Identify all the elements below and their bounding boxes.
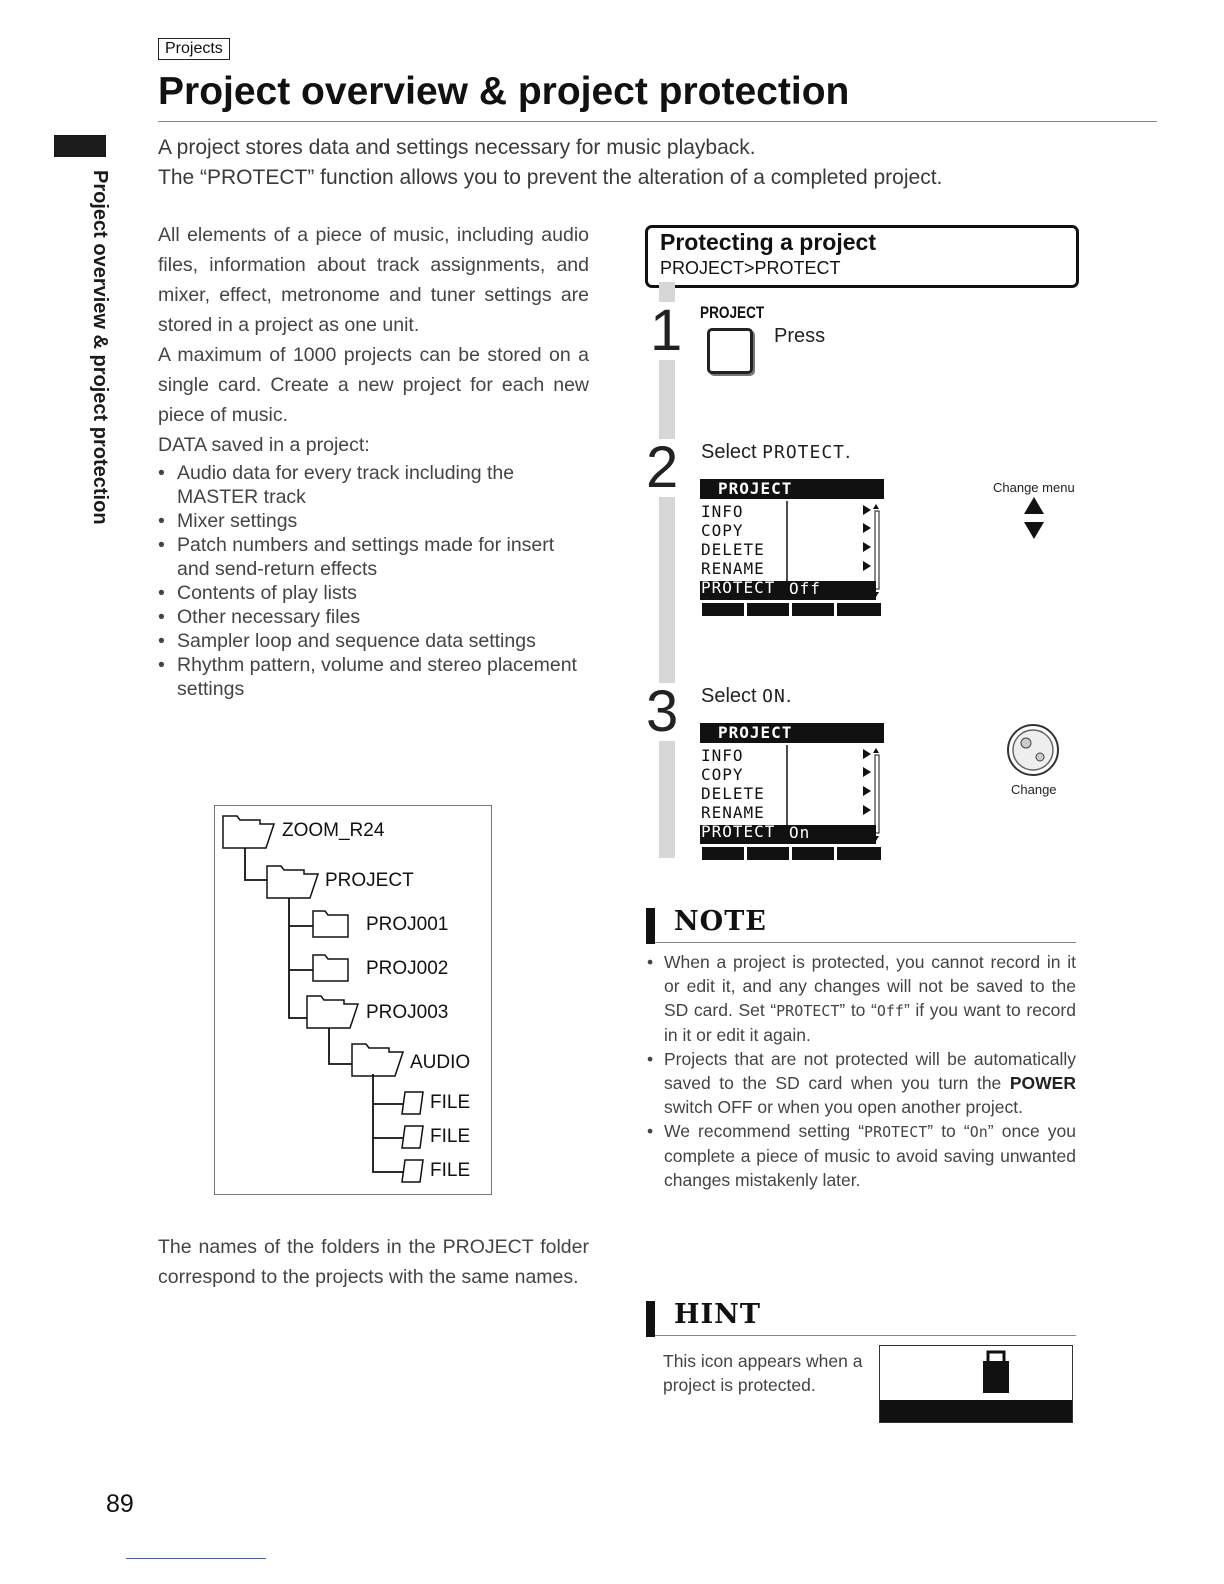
lcd-item-delete: DELETE <box>701 540 765 559</box>
file-icon <box>402 1126 423 1148</box>
note-mono: PROTECT <box>864 1123 928 1141</box>
note-mono: PROTECT <box>776 1002 840 1020</box>
hint-divider <box>655 1335 1076 1336</box>
lcd-item-rename: RENAME <box>701 559 765 578</box>
step-3-suffix: . <box>785 685 792 707</box>
body-paragraph-2: A maximum of 1000 projects can be stored on a single card. Create a new project for each new piece of music. <box>158 344 589 426</box>
intro-text <box>158 133 942 193</box>
page-title: Project overview & project protection <box>158 70 850 113</box>
note-text: Projects that are not protected will be automatically saved to the SD card when you turn the <box>664 1049 1076 1093</box>
note-heading: NOTE <box>674 906 767 937</box>
body-paragraph-3: DATA saved in a project: <box>158 434 370 456</box>
lcd-header: PROJECT <box>718 723 793 742</box>
lock-icon <box>880 1346 1072 1422</box>
file-icon <box>402 1160 423 1182</box>
project-key-icon <box>707 328 753 374</box>
file-label: FILE <box>430 1160 471 1181</box>
lcd-protect-value: Off <box>789 579 821 598</box>
lcd-item-delete: DELETE <box>701 784 765 803</box>
lcd-item-info: INFO <box>701 502 744 521</box>
up-down-arrows-icon <box>1023 497 1045 541</box>
file-label: FILE <box>430 1126 471 1147</box>
lcd-menu-list <box>701 502 775 597</box>
note-mono: Off <box>876 1002 904 1020</box>
open-folder-icon <box>267 866 318 898</box>
open-folder-icon <box>223 816 274 848</box>
note-mono: On <box>969 1123 988 1141</box>
open-folder-icon <box>307 996 358 1028</box>
folder-tree-diagram <box>214 805 492 1195</box>
note-item <box>645 950 1076 1047</box>
note-item <box>645 1119 1076 1192</box>
dial-icon <box>1006 723 1060 777</box>
lcd-item-copy: COPY <box>701 521 744 540</box>
lcd-menu-list <box>701 746 775 841</box>
body-paragraph-1: All elements of a piece of music, including audio files, information about track assignments, and mixer, effect, metronome and tuner settings are stored in a project as one unit. <box>158 224 589 336</box>
hint-marker <box>646 1301 655 1337</box>
step-3-prefix: Select <box>701 685 763 707</box>
folder-label-proj003: PROJ003 <box>366 1002 449 1023</box>
step-2-instruction <box>701 441 851 464</box>
note-text: ” to “ <box>839 1000 877 1020</box>
list-item: • Other necessary files <box>158 605 589 629</box>
note-marker <box>646 908 655 944</box>
note-text: switch OFF or when you open another project. <box>664 1097 1023 1117</box>
step-2-suffix: . <box>845 441 851 463</box>
procedure-title: Protecting a project <box>660 229 876 255</box>
note-list <box>645 950 1076 1192</box>
note-item <box>645 1047 1076 1119</box>
page-number: 89 <box>106 1490 134 1518</box>
lcd-item-info: INFO <box>701 746 744 765</box>
folder-label-audio: AUDIO <box>410 1052 471 1073</box>
lcd-screen-step-2 <box>700 479 884 617</box>
open-folder-icon <box>352 1044 403 1076</box>
footer-line <box>126 1558 266 1559</box>
step-3-instruction <box>701 685 791 708</box>
list-item: • Contents of play lists <box>158 581 589 605</box>
side-tab-label: Project overview & project protection <box>89 170 111 525</box>
tree-caption: The names of the folders in the PROJECT folder correspond to the projects with the same names. <box>158 1236 589 1288</box>
folder-label-proj001: PROJ001 <box>366 914 449 935</box>
note-text: ” once you complete a piece of music to avoid saving unwanted changes mistakenly later. <box>664 1121 1076 1190</box>
intro-line-2: The “PROTECT” function allows you to prevent the alteration of a completed project. <box>158 166 943 189</box>
hint-text: This icon appears when a project is protected. <box>663 1351 863 1395</box>
side-tab-marker <box>54 135 106 157</box>
lcd-screen-step-3 <box>700 723 884 861</box>
lcd-item-copy: COPY <box>701 765 744 784</box>
note-bold: POWER <box>1009 1073 1076 1093</box>
note-divider <box>655 942 1076 943</box>
lcd-item-protect: PROTECT <box>701 578 776 597</box>
note-text: When a project is protected, you cannot record in it or edit it, and any changes will not be saved to the SD card. Set “ <box>664 952 1076 1020</box>
lcd-header: PROJECT <box>718 479 793 498</box>
steps-side-bar <box>659 282 675 858</box>
intro-line-1: A project stores data and settings necessary for music playback. <box>158 136 756 159</box>
hint-screen-image <box>879 1345 1073 1423</box>
list-item: • Audio data for every track including the MASTER track <box>158 461 589 509</box>
step-2-target: PROTECT <box>762 442 846 463</box>
title-divider <box>158 121 1157 122</box>
list-item: • Patch numbers and settings made for insert and send-return effects <box>158 533 589 581</box>
file-icon <box>402 1092 423 1114</box>
note-text: We recommend setting “ <box>664 1121 865 1141</box>
lcd-item-protect: PROTECT <box>701 822 776 841</box>
step-1-number: 1 <box>650 298 683 363</box>
folder-label-project: PROJECT <box>325 870 414 891</box>
step-3-number: 3 <box>646 679 679 744</box>
section-tag: Projects <box>158 38 230 60</box>
step-1-action: Press <box>774 325 826 347</box>
note-text: ” if you want to record in it or edit it again. <box>664 1000 1076 1045</box>
file-label: FILE <box>430 1092 471 1113</box>
step-2-prefix: Select <box>701 441 763 463</box>
hint-heading: HINT <box>674 1299 761 1330</box>
change-menu-label: Change menu <box>993 480 1075 495</box>
data-list <box>158 461 589 701</box>
procedure-path: PROJECT>PROTECT <box>660 258 841 278</box>
list-item: • Mixer settings <box>158 509 589 533</box>
folder-label-proj002: PROJ002 <box>366 958 449 979</box>
folder-icon <box>313 911 348 937</box>
body-text <box>158 220 589 460</box>
list-item: • Sampler loop and sequence data settings <box>158 629 589 653</box>
project-key-label: PROJECT <box>700 303 765 322</box>
lcd-item-rename: RENAME <box>701 803 765 822</box>
list-item: • Rhythm pattern, volume and stereo placement settings <box>158 653 589 701</box>
folder-label-root: ZOOM_R24 <box>282 820 385 841</box>
lcd-protect-value: On <box>789 823 811 842</box>
step-3-target: ON <box>762 686 786 707</box>
change-label: Change <box>1011 782 1057 797</box>
note-text: ” to “ <box>927 1121 970 1141</box>
folder-icon <box>313 955 348 981</box>
step-2-number: 2 <box>646 435 679 500</box>
